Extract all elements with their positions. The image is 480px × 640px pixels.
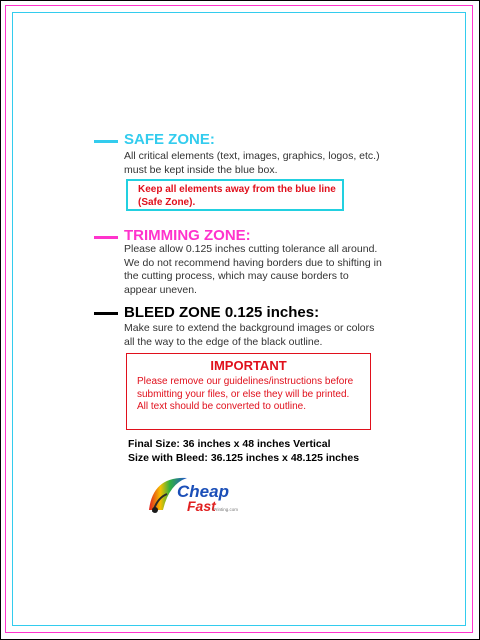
important-title: IMPORTANT xyxy=(210,358,287,373)
trimming-zone-description xyxy=(124,243,382,297)
bleed-zone-line-2: all the way to the edge of the black outline. xyxy=(124,335,323,348)
safe-zone-note-line-2: (Safe Zone). xyxy=(138,196,196,208)
important-line-1: Please remove our guidelines/instructions before xyxy=(137,376,354,387)
safe-zone-description xyxy=(124,150,380,177)
bleed-zone-marker xyxy=(94,312,118,315)
safe-zone-line-2: must be kept inside the blue box. xyxy=(124,163,278,176)
bleed-zone-description xyxy=(124,322,374,349)
logo-word-cheap: Cheap xyxy=(177,482,229,501)
safe-zone-note-box xyxy=(126,179,344,211)
safe-zone-title: SAFE ZONE: xyxy=(124,131,215,148)
trimming-zone-line-1: Please allow 0.125 inches cutting tolerance all around. xyxy=(124,243,378,255)
logo-word-fast: Fast xyxy=(187,498,216,514)
trimming-zone-line-3: the cutting process, which may cause borders to xyxy=(124,270,349,282)
safe-zone-marker xyxy=(94,140,118,143)
important-text xyxy=(137,376,353,414)
bleed-zone-title: BLEED ZONE 0.125 inches: xyxy=(124,304,320,321)
brush-tip xyxy=(152,507,158,513)
bleed-zone-line-1: Make sure to extend the background images or colors xyxy=(124,322,375,334)
logo-graphic xyxy=(143,470,243,520)
company-logo xyxy=(143,470,243,520)
important-line-2: submitting your files, or else they will be printed. xyxy=(137,388,350,400)
important-line-3: All text should be converted to outline. xyxy=(137,401,306,412)
final-size-info xyxy=(128,437,359,465)
trimming-zone-title: TRIMMING ZONE: xyxy=(124,227,251,244)
final-size-line: Final Size: 36 inches x 48 inches Vertical xyxy=(128,438,331,450)
important-box xyxy=(126,353,371,430)
safe-zone-line-1: All critical elements (text, images, graphics, logos, etc.) xyxy=(124,150,380,162)
logo-tagline: Printing.com xyxy=(213,507,239,512)
trimming-zone-marker xyxy=(94,236,118,239)
safe-zone-note-line-1: Keep all elements away from the blue line xyxy=(138,184,336,195)
bleed-size-line: Size with Bleed: 36.125 inches x 48.125 inches xyxy=(128,452,360,464)
trimming-zone-line-4: appear uneven. xyxy=(124,283,197,296)
safe-zone-note xyxy=(138,184,336,209)
trimming-zone-line-2: We do not recommend having borders due to shifting in xyxy=(124,256,382,269)
